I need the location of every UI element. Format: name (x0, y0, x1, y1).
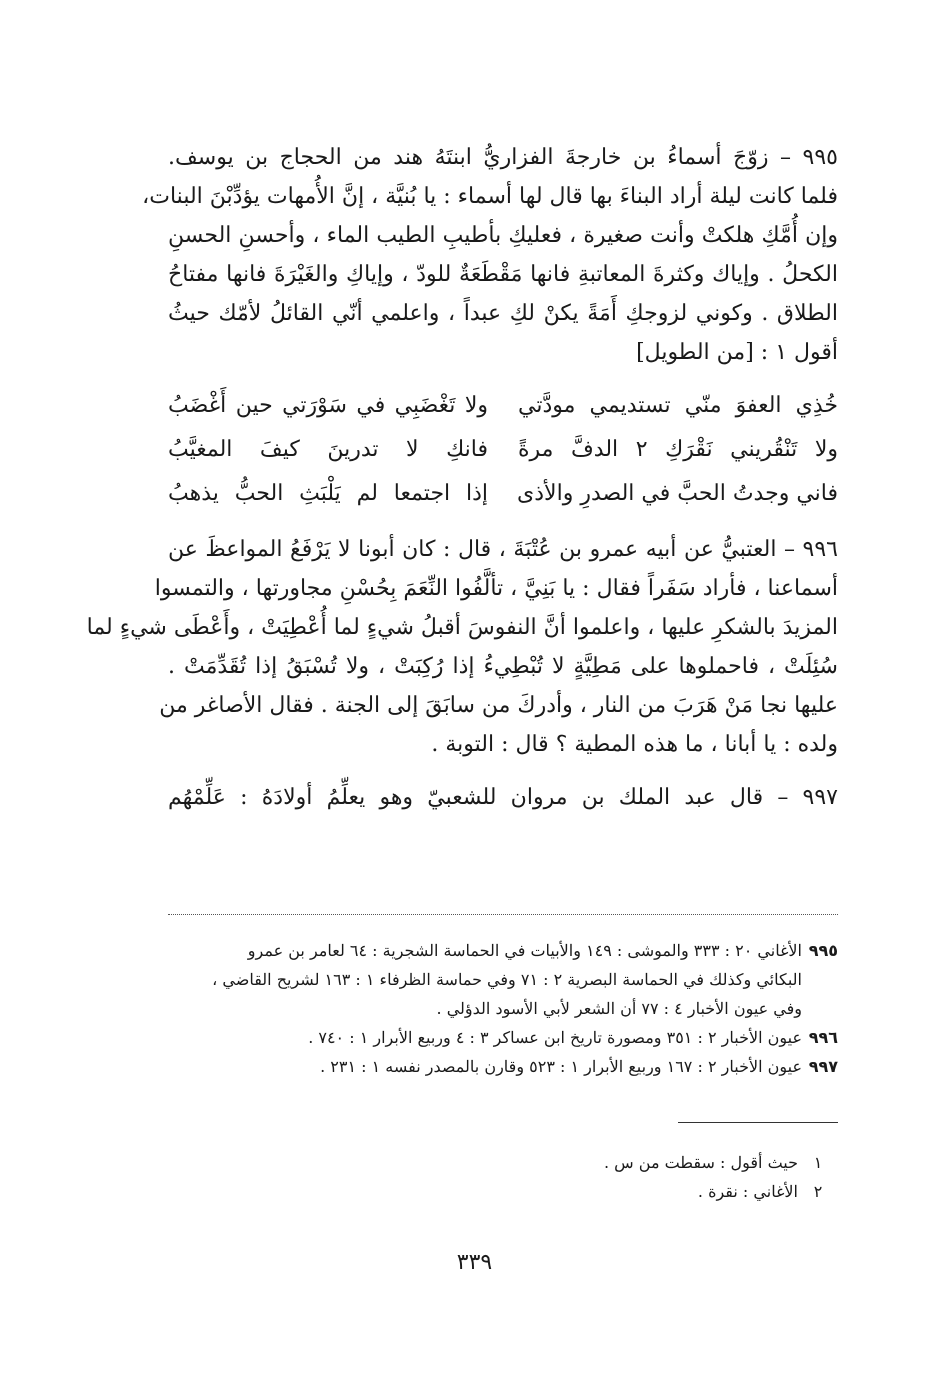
text-line: الكحلُ . وإياك وكثرةَ المعاتبةِ فانها مَقْطَعَةٌ للودّ ، وإياكِ والغَيْرَةَ فانها مفتاحُ (168, 262, 838, 287)
note-line: عيون الأخبار ٢ : ٣٥١ ومصورة تاريخ ابن عساكر ٣ : ٤ وربيع الأبرار ١ : ٧٤٠ . (308, 1028, 802, 1047)
source-note (168, 1052, 838, 1081)
verse-row (168, 384, 838, 428)
note-line: عيون الأخبار ٢ : ١٦٧ وربيع الأبرار ١ : ٥٢٣ وقارن بالمصدر نفسه ١ : ٢٣١ . (320, 1057, 802, 1076)
text-line: ٩٩٥ – زوّجَ أسماءُ بن خارجةَ الفزاريُّ ابنتَهُ هند من الحجاج بن يوسف. (168, 145, 838, 170)
source-notes (168, 936, 838, 1081)
text-line: الطلاق . وكوني لزوجكِ أَمَةً يكنْ لكِ عبداً ، واعلمي أنّي القائلُ لأمّك حيثُ (168, 301, 838, 326)
note-text (212, 936, 802, 1023)
footnotes (168, 1148, 838, 1206)
text-line: سُئِلَتْ ، فاحملوها على مَطِيَّةٍ لا تُبْطِيءُ إذا رُكِبَتْ ، ولا تُسْبَقُ إذا تُقَدِّمَتْ . (168, 654, 838, 679)
footnote-number: ٢ (813, 1182, 823, 1201)
paragraph-996 (86, 530, 838, 764)
text-line: ولده : يا أبانا ، ما هذه المطية ؟ قال : التوبة . (431, 732, 838, 757)
note-text (308, 1023, 802, 1052)
footnote-number: ١ (813, 1153, 823, 1172)
note-line: البكائي وكذلك في الحماسة البصرية ٢ : ٧١ وفي حماسة الظرفاء ١ : ١٦٣ لشريح القاضي ، (212, 970, 802, 989)
text-line: ٩٩٦ – العتبيُّ عن أبيه عمرو بن عُتْبَةَ ، قال : كان أبونا لا يَرْفَعُ المواعظَ عن (168, 537, 838, 562)
text-line: أسماعنا ، فأراد سَفَراً فقال : يا بَنِيَّ ، تألَّفُوا النِّعَمَ بِحُسْنِ مجاورتها ، والتمسوا (154, 576, 838, 601)
verse-first-hemistich: خُذِي العفوَ منّي تستديمي مودَّتي (518, 393, 838, 418)
footnote-divider (678, 1122, 838, 1123)
verse-first-hemistich: ولا تَنْقُريني نَقْرَكِ ٢ الدفَّ مرةً (518, 437, 838, 462)
paragraph-997 (168, 778, 838, 817)
verse-second-hemistich: إذا اجتمعا لم يَلْبَثِ الحبُّ يذهبُ (168, 481, 488, 506)
main-text (86, 138, 838, 817)
text-line: عليها نجا مَنْ هَرَبَ من النار ، وأدركَ من سابَقَ إلى الجنة . فقال الأصاغر من (159, 693, 838, 718)
notes-divider (168, 914, 838, 915)
note-line: الأغاني ٢٠ : ٣٣٣ والموشى : ١٤٩ والأبيات في الحماسة الشجرية : ٦٤ لعامر بن عمرو (247, 941, 802, 960)
verse-first-hemistich: فاني وجدتُ الحبَّ في الصدرِ والأذى (517, 481, 838, 506)
text-line: فلما كانت ليلة أراد البناءَ بها قال لها أسماء : يا بُنيَّة ، إنَّ الأُمهات يؤدِّبْنَ البنات، (142, 184, 838, 209)
verse-row (168, 428, 838, 472)
text-line: ٩٩٧ – قال عبد الملك بن مروان للشعبيّ وهو يعلِّمُ أولادَهُ : عَلِّمْهُم (168, 785, 838, 810)
source-note (168, 936, 838, 1023)
footnote-text: الأغاني : نقرة . (697, 1182, 798, 1201)
verse-second-hemistich: فانكِ لا تدرينَ كيفَ المغيَّبُ (168, 437, 488, 462)
note-number: ٩٩٥ (808, 941, 838, 960)
verse-second-hemistich: ولا تَغْضَبِي في سَوْرَتي حين أَغْضَبُ (168, 393, 488, 418)
note-line: وفي عيون الأخبار ٤ : ٧٧ أن الشعر لأبي الأسود الدؤلي . (436, 999, 802, 1018)
footnote-text: حيث أقول : سقطت من س . (603, 1153, 798, 1172)
source-note (168, 1023, 838, 1052)
footnote (168, 1177, 838, 1206)
text-line: المزيدَ بالشكرِ عليها ، واعلموا أنَّ النفوسَ أقبلُ شيءٍ لما أُعْطِيَتْ ، وأَعْطَى شيءٍ لما (86, 615, 838, 640)
page-number: ٣٣٩ (456, 1250, 493, 1275)
verse-row (168, 472, 838, 516)
note-text (320, 1052, 802, 1081)
note-number: ٩٩٦ (808, 1028, 838, 1047)
poem (168, 384, 838, 516)
footnote (168, 1148, 838, 1177)
text-line: أقول ١ : [من الطويل] (636, 340, 838, 365)
text-line: وإن أُمَّكِ هلكتْ وأنت صغيرة ، فعليكِ بأطيبِ الطيب الماء ، وأحسنِ الحسنِ (168, 223, 838, 248)
paragraph-995 (142, 138, 838, 372)
note-number: ٩٩٧ (808, 1057, 838, 1076)
